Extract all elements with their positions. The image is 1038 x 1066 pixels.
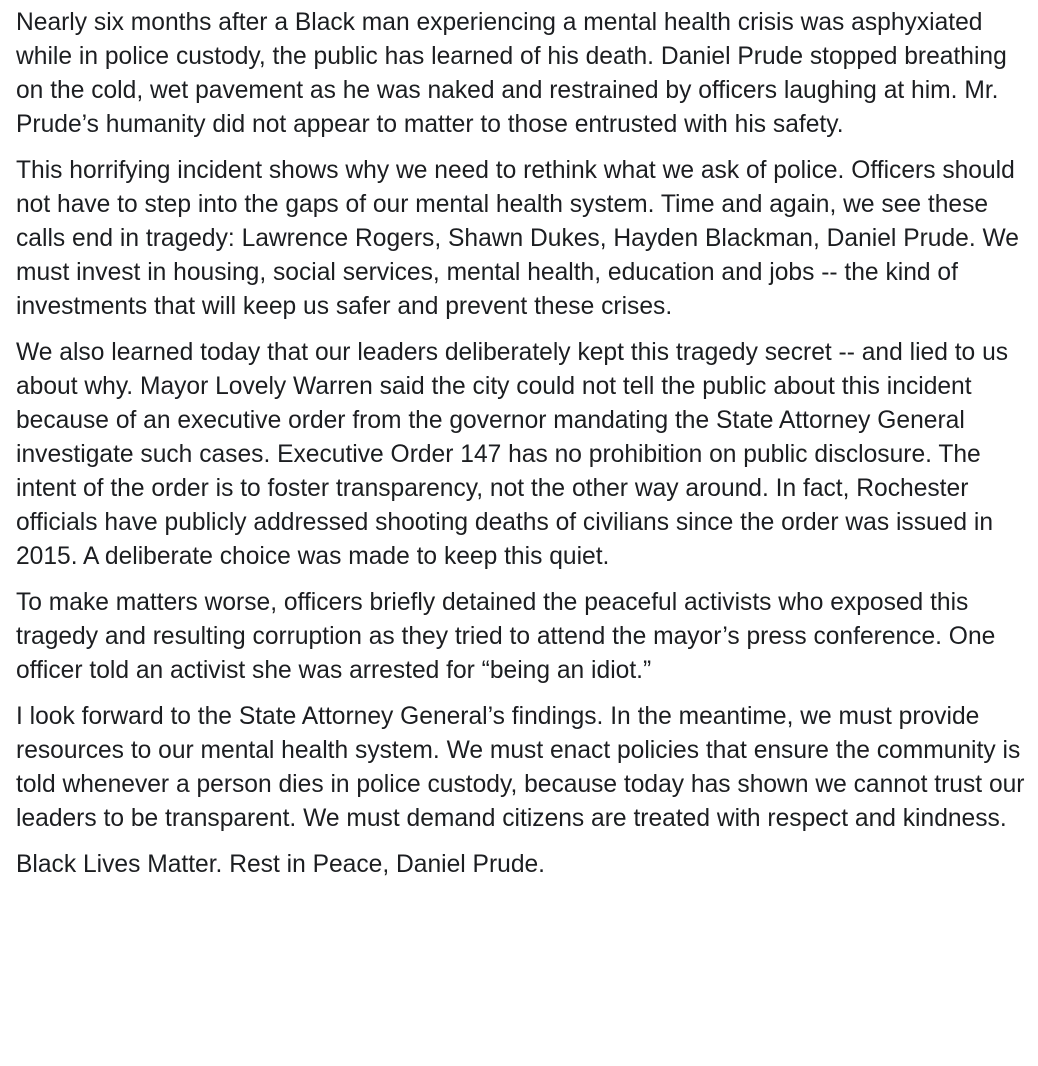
post-paragraph: To make matters worse, officers briefly detained the peaceful activists who exposed this tragedy and resulting corruption as they tried to attend the mayor’s press conference. One officer told an activist she was arrested for “being an idiot.” (16, 589, 996, 684)
post-text (16, 6, 1028, 882)
post-paragraph: This horrifying incident shows why we need to rethink what we ask of police. Officers should not have to step into the gaps of our mental health system. Time and again, we see these calls end in tragedy: Lawrence Rogers, Shawn Dukes, Hayden Blackman, Daniel Prude. We must invest in housing, social services, mental health, education and jobs -- the kind of investments that will keep us safer and prevent these crises. (16, 157, 1019, 320)
post-paragraph: We also learned today that our leaders deliberately kept this tragedy secret -- and lied to us about why. Mayor Lovely Warren said the city could not tell the public about this incident because of an executive order from the governor mandating the State Attorney General investigate such cases. Executive Order 147 has no prohibition on public disclosure. The intent of the order is to foster transparency, not the other way around. In fact, Rochester officials have publicly addressed shooting deaths of civilians since the order was issued in 2015. A deliberate choice was made to keep this quiet. (16, 339, 1009, 570)
post-paragraph: Nearly six months after a Black man experiencing a mental health crisis was asphyxiated while in police custody, the public has learned of his death. Daniel Prude stopped breathing on the cold, wet pavement as he was naked and restrained by officers laughing at him. Mr. Prude’s humanity did not appear to matter to those entrusted with his safety. (16, 9, 1007, 138)
post-paragraph: Black Lives Matter. Rest in Peace, Daniel Prude. (16, 851, 546, 878)
post-paragraph: I look forward to the State Attorney General’s findings. In the meantime, we must provide resources to our mental health system. We must enact policies that ensure the community is told whenever a person dies in police custody, because today has shown we cannot trust our leaders to be transparent. We must demand citizens are treated with respect and kindness. (16, 703, 1025, 832)
